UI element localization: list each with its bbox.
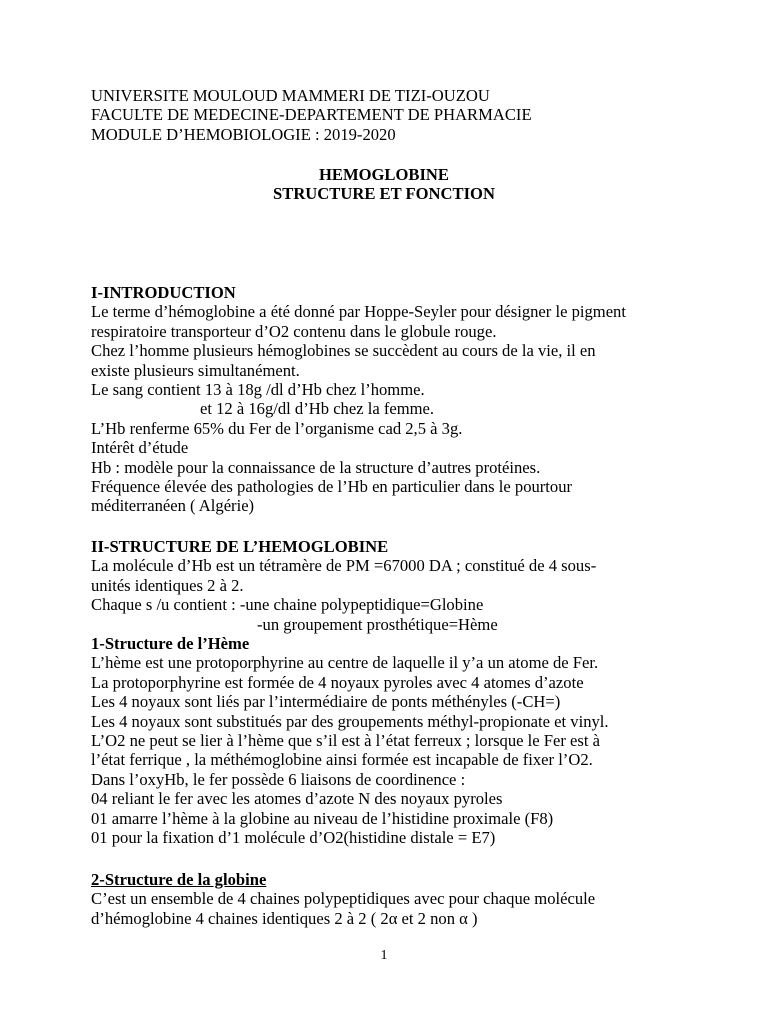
paragraph-line: Chaque s /u contient : -une chaine polypeptidique=Globine	[91, 595, 484, 615]
paragraph-line: 01 pour la fixation d’1 molécule d’O2(histidine distale = E7)	[91, 828, 496, 848]
paragraph-line: Chez l’homme plusieurs hémoglobines se succèdent au cours de la vie, il en	[91, 341, 596, 361]
paragraph-line: Le terme d’hémoglobine a été donné par Hoppe-Seyler pour désigner le pigment	[91, 302, 626, 322]
paragraph-line: -un groupement prosthétique=Hème	[257, 614, 498, 634]
document-header	[91, 86, 691, 144]
paragraph-line: La molécule d’Hb est un tétramère de PM =67000 DA ; constitué de 4 sous-	[91, 556, 597, 576]
paragraph-line: d’hémoglobine 4 chaines identiques 2 à 2 ( 2α et 2 non α )	[91, 908, 478, 928]
section-heading: II-STRUCTURE DE L’HEMOGLOBINE	[91, 537, 389, 556]
paragraph-line: L’hème est une protoporphyrine au centre de laquelle il y’a un atome de Fer.	[91, 653, 599, 673]
paragraph-line: Les 4 noyaux sont liés par l’intermédiaire de ponts méthényles (-CH=)	[91, 692, 561, 712]
module-name: MODULE D’HEMOBIOLOGIE : 2019-2020	[91, 124, 396, 144]
page-number: 1	[380, 948, 388, 963]
paragraph-line: respiratoire transporteur d’O2 contenu dans le globule rouge.	[91, 321, 497, 341]
paragraph-line: méditerranéen ( Algérie)	[91, 496, 255, 516]
paragraph-line: Le sang contient 13 à 18g /dl d’Hb chez l’homme.	[91, 380, 425, 400]
title-line-2: STRUCTURE ET FONCTION	[273, 184, 495, 204]
paragraph-line: L’Hb renferme 65% du Fer de l’organisme cad 2,5 à 3g.	[91, 418, 463, 438]
subsection-heading: 1-Structure de l’Hème	[91, 634, 250, 654]
paragraph-line: La protoporphyrine est formée de 4 noyaux pyroles avec 4 atomes d’azote	[91, 672, 584, 692]
paragraph-line: unités identiques 2 à 2.	[91, 575, 244, 595]
paragraph-line: l’état ferrique , la méthémoglobine ainsi formée est incapable de fixer l’O2.	[91, 750, 593, 770]
paragraph-line: existe plusieurs simultanément.	[91, 360, 300, 380]
university-name: UNIVERSITE MOULOUD MAMMERI DE TIZI-OUZOU	[91, 86, 490, 105]
title-line-1: HEMOGLOBINE	[318, 165, 449, 184]
paragraph-line: Fréquence élevée des pathologies de l’Hb en particulier dans le pourtour	[91, 477, 573, 497]
paragraph-line: 04 reliant le fer avec les atomes d’azote N des noyaux pyroles	[91, 789, 503, 809]
paragraph-line: Les 4 noyaux sont substitués par des groupements méthyl-propionate et vinyl.	[91, 711, 609, 731]
section-structure	[91, 537, 691, 848]
paragraph-line: 01 amarre l’hème à la globine au niveau de l’histidine proximale (F8)	[91, 808, 554, 828]
paragraph-line: L’O2 ne peut se lier à l’hème que s’il est à l’état ferreux ; lorsque le Fer est à	[91, 731, 600, 751]
paragraph-line: C’est un ensemble de 4 chaines polypeptidiques avec pour chaque molécule	[91, 889, 596, 909]
paragraph-line: Intérêt d’étude	[91, 438, 189, 458]
paragraph-line: Hb : modèle pour la connaissance de la structure d’autres protéines.	[91, 457, 541, 477]
faculty-name: FACULTE DE MEDECINE-DEPARTEMENT DE PHARMACIE	[91, 105, 532, 125]
subsection-heading: 2-Structure de la globine	[91, 870, 267, 889]
paragraph-line: Dans l’oxyHb, le fer possède 6 liaisons de coordinence :	[91, 769, 466, 789]
subsection-globine	[91, 870, 691, 928]
section-introduction	[91, 283, 691, 516]
document-title	[0, 165, 768, 204]
paragraph-line: et 12 à 16g/dl d’Hb chez la femme.	[200, 399, 435, 419]
section-heading: I-INTRODUCTION	[91, 283, 236, 302]
